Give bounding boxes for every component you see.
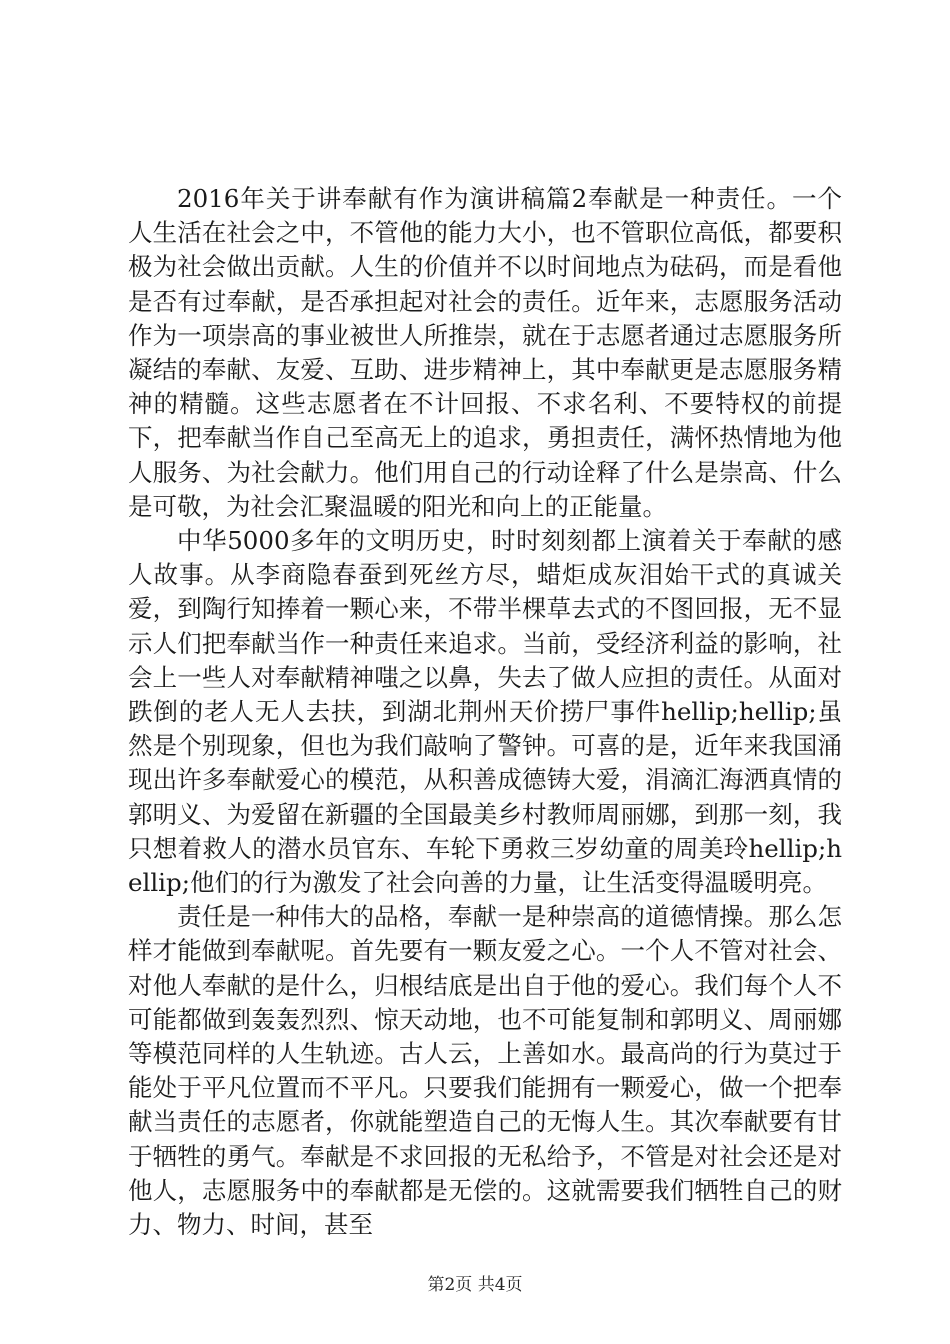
document-body [128, 182, 842, 1242]
paragraph-3: 责任是一种伟大的品格，奉献一是种崇高的道德情操。那么怎样才能做到奉献呢。首先要有一颗友爱之心。一个人不管对社会、对他人奉献的是什么，归根结底是出自于他的爱心。我们每个人不可能都做到轰轰烈烈、惊天动地，也不可能复制和郭明义、周丽娜等模范同样的人生轨迹。古人云，上善如水。最高尚的行为莫过于能处于平凡位置而不平凡。只要我们能拥有一颗爱心，做一个把奉献当责任的志愿者，你就能塑造自己的无悔人生。其次奉献要有甘于牺牲的勇气。奉献是不求回报的无私给予，不管是对社会还是对他人，志愿服务中的奉献都是无偿的。这就需要我们牺牲自己的财力、物力、时间，甚至 [128, 902, 842, 1240]
paragraph-2: 中华5000多年的文明历史，时时刻刻都上演着关于奉献的感人故事。从李商隐春蚕到死丝方尽，蜡炬成灰泪始干式的真诚关爱，到陶行知捧着一颗心来，不带半棵草去式的不图回报，无不显示人们把奉献当作一种责任来追求。当前，受经济利益的影响，社会上一些人对奉献精神嗤之以鼻，失去了做人应担的责任。从面对跌倒的老人无人去扶，到湖北荆州天价捞尸事件hellip;hellip;虽然是个别现象，但也为我们敲响了警钟。可喜的是，近年来我国涌现出许多奉献爱心的模范，从积善成德铸大爱，涓滴汇海洒真情的郭明义、为爱留在新疆的全国最美乡村教师周丽娜，到那一刻，我只想着救人的潜水员官东、车轮下勇救三岁幼童的周美玲hellip;hellip;他们的行为激发了社会向善的力量，让生活变得温暖明亮。 [128, 526, 842, 898]
paragraph-1: 2016年关于讲奉献有作为演讲稿篇2奉献是一种责任。一个人生活在社会之中，不管他的能力大小，也不管职位高低，都要积极为社会做出贡献。人生的价值并不以时间地点为砝码，而是看他是否有过奉献，是否承担起对社会的责任。近年来，志愿服务活动作为一项崇高的事业被世人所推崇，就在于志愿者通过志愿服务所凝结的奉献、友爱、互助、进步精神上，其中奉献更是志愿服务精神的精髓。这些志愿者在不计回报、不求名利、不要特权的前提下，把奉献当作自己至高无上的追求，勇担责任，满怀热情地为他人服务、为社会献力。他们用自己的行动诠释了什么是崇高、什么是可敬，为社会汇聚温暖的阳光和向上的正能量。 [128, 184, 842, 521]
page-number-footer: 第2页 共4页 [427, 1275, 523, 1295]
